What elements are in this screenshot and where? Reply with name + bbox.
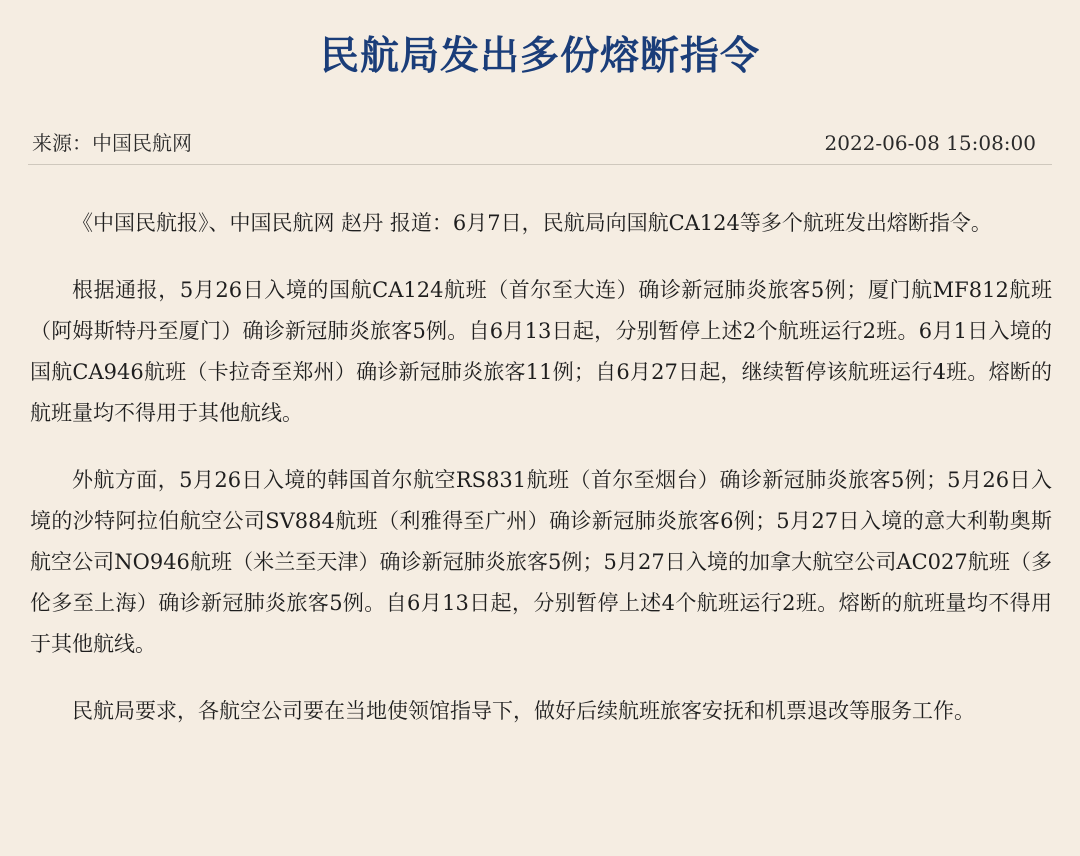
article-paragraph: 根据通报，5月26日入境的国航CA124航班（首尔至大连）确诊新冠肺炎旅客5例；厦门航MF812航班（阿姆斯特丹至厦门）确诊新冠肺炎旅客5例。自6月13日起，分别暂停上述2个航班运行2班。6月1日入境的国航CA946航班（卡拉奇至郑州）确诊新冠肺炎旅客11例；自6月27日起，继续暂停该航班运行4班。熔断的航班量均不得用于其他航线。 <box>30 278 1052 425</box>
header-divider <box>28 164 1052 165</box>
article-title: 民航局发出多份熔断指令 <box>319 33 760 79</box>
article-date: 2022-06-08 15:08:00 <box>824 131 1036 155</box>
article-paragraph: 《中国民航报》、中国民航网 赵丹 报道：6月7日，民航局向国航CA124等多个航班发出熔断指令。 <box>72 211 992 235</box>
article-source: 来源：中国民航网 <box>32 131 192 155</box>
article-meta <box>32 126 1036 160</box>
article-paragraph: 外航方面，5月26日入境的韩国首尔航空RS831航班（首尔至烟台）确诊新冠肺炎旅客5例；5月26日入境的沙特阿拉伯航空公司SV884航班（利雅得至广州）确诊新冠肺炎旅客6例；5月27日入境的意大利勒奥斯航空公司NO946航班（米兰至天津）确诊新冠肺炎旅客5例；5月27日入境的加拿大航空公司AC027航班（多伦多至上海）确诊新冠肺炎旅客5例。自6月13日起，分别暂停上述4个航班运行2班。熔断的航班量均不得用于其他航线。 <box>30 468 1052 656</box>
article-paragraph: 民航局要求，各航空公司要在当地使领馆指导下，做好后续航班旅客安抚和机票退改等服务工作。 <box>72 699 975 723</box>
article-body <box>30 203 1052 758</box>
